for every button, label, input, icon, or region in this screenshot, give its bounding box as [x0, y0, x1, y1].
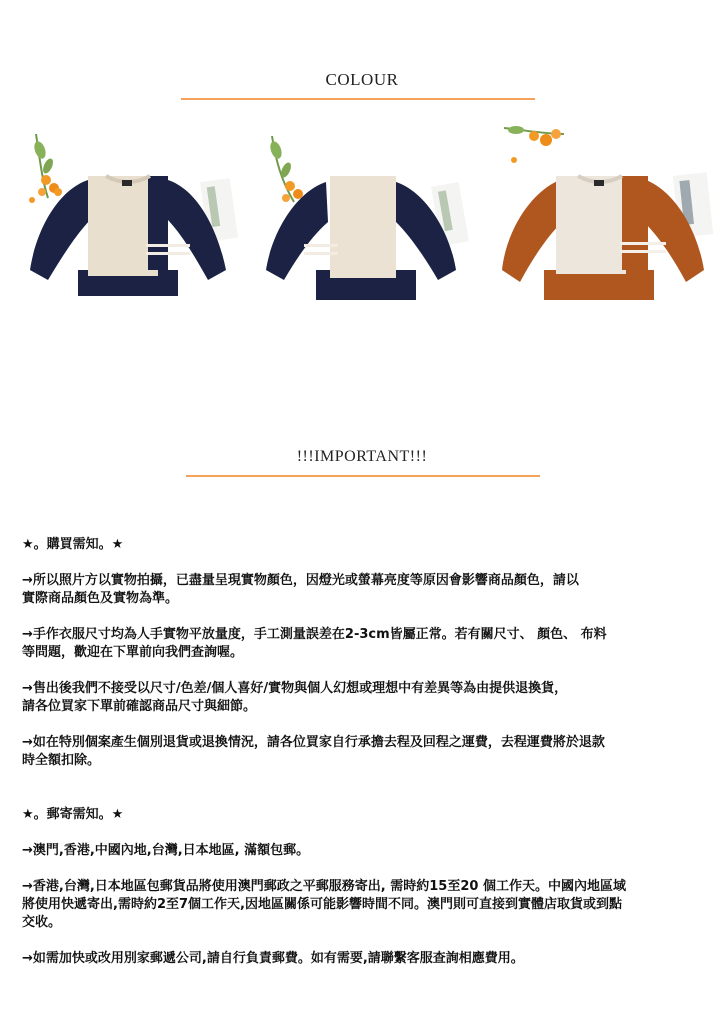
shipping-notes-heading: ★。郵寄需知。★ [22, 807, 124, 822]
navy-beige-sweater-photo [18, 120, 240, 320]
colour-title: COLOUR [325, 70, 399, 89]
purchase-note-3: →售出後我們不接受以尺寸/色差/個人喜好/實物與個人幻想或理想中有差異等為由提供退換貨， 請各位買家下單前確認商品尺寸與細節。 [22, 681, 568, 714]
product-photo-caramel-front [494, 120, 716, 320]
flower-sprig-icon [504, 126, 564, 163]
purchase-note-4: →如在特別個案產生個別退貨或退換情況，請各位買家自行承擔去程及回程之運費，去程運費將於退款 時全額扣除。 [22, 735, 605, 768]
purchase-note-2: →手作衣服尺寸均為人手實物平放量度，手工測量誤差在2-3cm皆屬正常。若有關尺寸、 顏色、 布料 等問題，歡迎在下單前向我們查詢喔。 [22, 627, 607, 660]
important-title: !!!IMPORTANT!!! [296, 448, 428, 465]
product-photo-navy-back [250, 120, 472, 320]
purchase-note-1: →所以照片方以實物拍攝，已盡量呈現實物顏色，因燈光或螢幕亮度等原因會影響商品顏色，請以 實際商品顏色及實物為準。 [22, 573, 579, 606]
important-divider [186, 475, 540, 477]
colour-divider [181, 98, 535, 100]
notes-block [22, 536, 702, 968]
navy-beige-sweater-back-photo [250, 120, 472, 320]
caramel-beige-sweater-photo [494, 120, 716, 320]
product-photo-navy-front [18, 120, 240, 320]
shipping-note-2: →香港,台灣,日本地區包郵貨品將使用澳門郵政之平郵服務寄出, 需時約15至20 個工作天。中國內地區域 將使用快遞寄出,需時約2至7個工作天,因地區關係可能影響時間不同。澳門則可直接到實體店取貨或到點 交收。 [22, 879, 626, 930]
purchase-notes-heading: ★。購買需知。★ [22, 537, 124, 552]
flower-sprig-icon [29, 134, 62, 203]
shipping-note-3: →如需加快或改用別家郵遞公司,請自行負責郵費。如有需要,請聯繫客服查詢相應費用。 [22, 951, 524, 966]
shipping-note-1: →澳門,香港,中國內地,台灣,日本地區, 滿額包郵。 [22, 843, 310, 858]
